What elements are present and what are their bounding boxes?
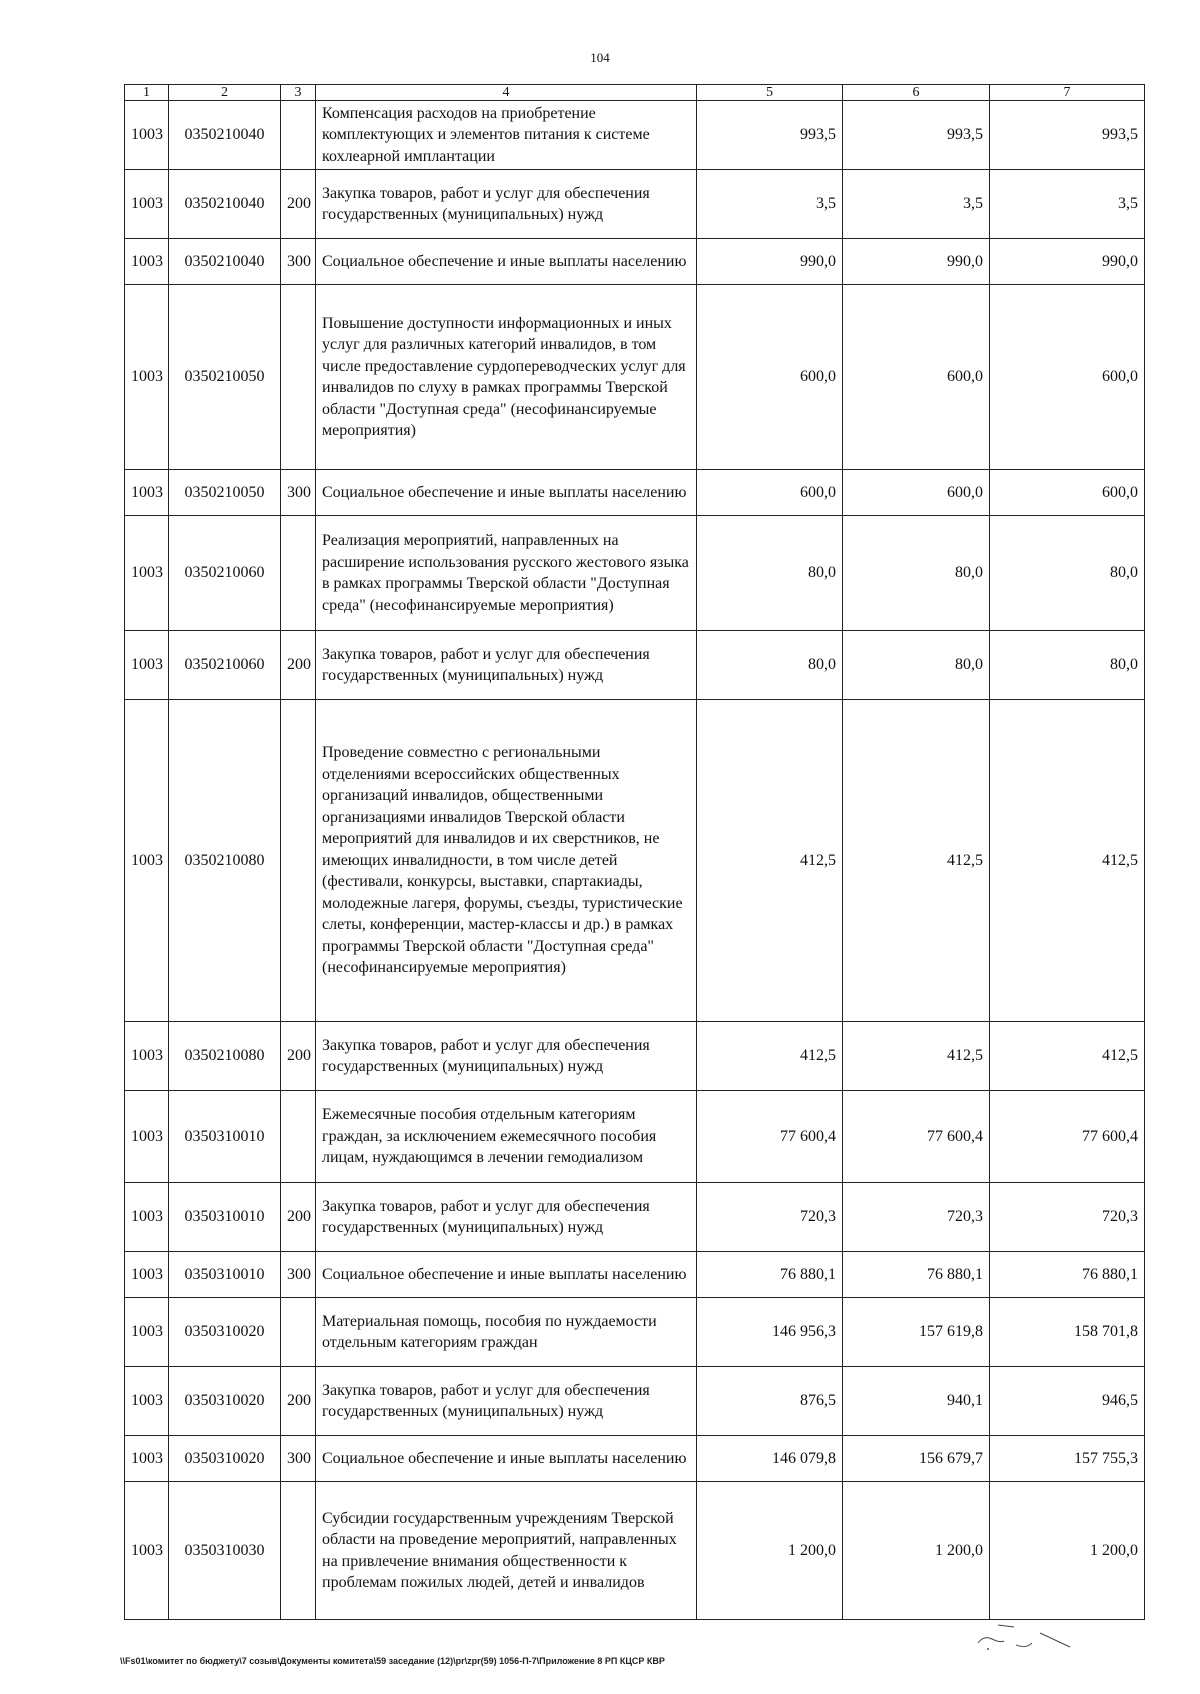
table-row (125, 1482, 1145, 1620)
amount-col-5: 993,5 (697, 101, 843, 170)
target-article-code: 0350310010 (169, 1183, 281, 1252)
target-article-code: 0350210050 (169, 470, 281, 516)
amount-col-6: 1 200,0 (843, 1482, 990, 1620)
amount-col-6: 412,5 (843, 700, 990, 1022)
amount-col-6: 720,3 (843, 1183, 990, 1252)
item-description: Социальное обеспечение и иные выплаты населению (316, 239, 697, 285)
table-row (125, 1367, 1145, 1436)
expense-type-code (281, 1091, 316, 1183)
amount-col-7: 412,5 (990, 700, 1145, 1022)
expense-type-code: 200 (281, 1183, 316, 1252)
amount-col-7: 80,0 (990, 631, 1145, 700)
expense-type-code (281, 101, 316, 170)
section-code: 1003 (125, 1022, 169, 1091)
section-code: 1003 (125, 1091, 169, 1183)
file-path-footer: \\Fs01\комитет по бюджету\7 созыв\Документы комитета\59 заседание (12)\pr\zpr(59) 1056-П-7\Приложение 8 РП КЦСР КВР (120, 1656, 665, 1666)
target-article-code: 0350210040 (169, 170, 281, 239)
item-description: Ежемесячные пособия отдельным категориям граждан, за исключением ежемесячного пособия лицам, нуждающимся в лечении гемодиализом (316, 1091, 697, 1183)
expense-type-code: 200 (281, 170, 316, 239)
amount-col-6: 156 679,7 (843, 1436, 990, 1482)
section-code: 1003 (125, 470, 169, 516)
expense-type-code: 200 (281, 1367, 316, 1436)
item-description: Социальное обеспечение и иные выплаты населению (316, 1252, 697, 1298)
amount-col-6: 990,0 (843, 239, 990, 285)
item-description: Материальная помощь, пособия по нуждаемости отдельным категориям граждан (316, 1298, 697, 1367)
budget-table (124, 84, 1145, 1620)
amount-col-6: 940,1 (843, 1367, 990, 1436)
section-code: 1003 (125, 101, 169, 170)
table-row (125, 1022, 1145, 1091)
amount-col-5: 720,3 (697, 1183, 843, 1252)
target-article-code: 0350210040 (169, 239, 281, 285)
amount-col-6: 3,5 (843, 170, 990, 239)
section-code: 1003 (125, 516, 169, 631)
section-code: 1003 (125, 1482, 169, 1620)
target-article-code: 0350310020 (169, 1367, 281, 1436)
item-description: Субсидии государственным учреждениям Тверской области на проведение мероприятий, направленных на привлечение внимания общественности к проблемам пожилых людей, детей и инвалидов (316, 1482, 697, 1620)
amount-col-5: 146 079,8 (697, 1436, 843, 1482)
expense-type-code (281, 285, 316, 470)
target-article-code: 0350210080 (169, 1022, 281, 1091)
amount-col-7: 600,0 (990, 285, 1145, 470)
header-col-6: 6 (843, 85, 990, 101)
amount-col-5: 1 200,0 (697, 1482, 843, 1620)
item-description: Социальное обеспечение и иные выплаты населению (316, 1436, 697, 1482)
section-code: 1003 (125, 1436, 169, 1482)
amount-col-7: 1 200,0 (990, 1482, 1145, 1620)
amount-col-5: 412,5 (697, 700, 843, 1022)
item-description: Закупка товаров, работ и услуг для обеспечения государственных (муниципальных) нужд (316, 170, 697, 239)
section-code: 1003 (125, 239, 169, 285)
table-row (125, 1091, 1145, 1183)
amount-col-6: 80,0 (843, 516, 990, 631)
amount-col-5: 146 956,3 (697, 1298, 843, 1367)
section-code: 1003 (125, 1367, 169, 1436)
section-code: 1003 (125, 170, 169, 239)
amount-col-6: 157 619,8 (843, 1298, 990, 1367)
header-row (125, 85, 1145, 101)
expense-type-code (281, 516, 316, 631)
amount-col-7: 412,5 (990, 1022, 1145, 1091)
amount-col-7: 946,5 (990, 1367, 1145, 1436)
item-description: Закупка товаров, работ и услуг для обеспечения государственных (муниципальных) нужд (316, 1022, 697, 1091)
item-description: Проведение совместно с региональными отделениями всероссийских общественных организаций инвалидов, общественными организациями инвалидов Тверской области мероприятий для инвалидов и их сверстников, не имеющих инвалидности, в том числе детей (фестивали, конкурсы, выставки, спартакиады, молодежные лагеря, форумы, съезды, туристические слеты, конференции, мастер-классы и др.) в рамках программы Тверской области "Доступная среда" (несофинансируемые мероприятия) (316, 700, 697, 1022)
table-row (125, 1183, 1145, 1252)
table-row (125, 1436, 1145, 1482)
target-article-code: 0350310010 (169, 1252, 281, 1298)
amount-col-7: 993,5 (990, 101, 1145, 170)
amount-col-5: 600,0 (697, 470, 843, 516)
header-col-4: 4 (316, 85, 697, 101)
amount-col-6: 600,0 (843, 470, 990, 516)
item-description: Реализация мероприятий, направленных на расширение использования русского жестового языка в рамках программы Тверской области "Доступная среда" (несофинансируемые мероприятия) (316, 516, 697, 631)
header-col-3: 3 (281, 85, 316, 101)
header-col-1: 1 (125, 85, 169, 101)
amount-col-6: 77 600,4 (843, 1091, 990, 1183)
section-code: 1003 (125, 1252, 169, 1298)
table-row (125, 285, 1145, 470)
handwritten-mark (970, 1615, 1080, 1655)
amount-col-7: 157 755,3 (990, 1436, 1145, 1482)
target-article-code: 0350310010 (169, 1091, 281, 1183)
header-col-7: 7 (990, 85, 1145, 101)
amount-col-6: 80,0 (843, 631, 990, 700)
section-code: 1003 (125, 285, 169, 470)
expense-type-code (281, 1482, 316, 1620)
expense-type-code: 300 (281, 1252, 316, 1298)
amount-col-6: 600,0 (843, 285, 990, 470)
amount-col-7: 990,0 (990, 239, 1145, 285)
section-code: 1003 (125, 700, 169, 1022)
amount-col-5: 80,0 (697, 516, 843, 631)
table-row (125, 516, 1145, 631)
expense-type-code: 300 (281, 470, 316, 516)
item-description: Закупка товаров, работ и услуг для обеспечения государственных (муниципальных) нужд (316, 1367, 697, 1436)
expense-type-code: 200 (281, 1022, 316, 1091)
section-code: 1003 (125, 1183, 169, 1252)
amount-col-7: 158 701,8 (990, 1298, 1145, 1367)
target-article-code: 0350210040 (169, 101, 281, 170)
table-row (125, 101, 1145, 170)
target-article-code: 0350210060 (169, 516, 281, 631)
header-col-5: 5 (697, 85, 843, 101)
target-article-code: 0350210050 (169, 285, 281, 470)
item-description: Компенсация расходов на приобретение комплектующих и элементов питания к системе кохлеарной имплантации (316, 101, 697, 170)
item-description: Социальное обеспечение и иные выплаты населению (316, 470, 697, 516)
amount-col-5: 990,0 (697, 239, 843, 285)
target-article-code: 0350310020 (169, 1436, 281, 1482)
item-description: Закупка товаров, работ и услуг для обеспечения государственных (муниципальных) нужд (316, 1183, 697, 1252)
table-row (125, 170, 1145, 239)
table-row (125, 700, 1145, 1022)
item-description: Повышение доступности информационных и иных услуг для различных категорий инвалидов, в том числе предоставление сурдопереводческих услуг для инвалидов по слуху в рамках программы Тверской области "Доступная среда" (несофинансируемые мероприятия) (316, 285, 697, 470)
target-article-code: 0350210080 (169, 700, 281, 1022)
amount-col-5: 876,5 (697, 1367, 843, 1436)
expense-type-code: 300 (281, 1436, 316, 1482)
amount-col-7: 600,0 (990, 470, 1145, 516)
section-code: 1003 (125, 631, 169, 700)
table-row (125, 1298, 1145, 1367)
expense-type-code (281, 1298, 316, 1367)
amount-col-7: 77 600,4 (990, 1091, 1145, 1183)
table-row (125, 470, 1145, 516)
expense-type-code: 200 (281, 631, 316, 700)
amount-col-5: 412,5 (697, 1022, 843, 1091)
target-article-code: 0350310030 (169, 1482, 281, 1620)
table-row (125, 239, 1145, 285)
amount-col-7: 3,5 (990, 170, 1145, 239)
item-description: Закупка товаров, работ и услуг для обеспечения государственных (муниципальных) нужд (316, 631, 697, 700)
amount-col-5: 80,0 (697, 631, 843, 700)
amount-col-5: 600,0 (697, 285, 843, 470)
amount-col-5: 77 600,4 (697, 1091, 843, 1183)
target-article-code: 0350210060 (169, 631, 281, 700)
table-row (125, 1252, 1145, 1298)
section-code: 1003 (125, 1298, 169, 1367)
amount-col-6: 76 880,1 (843, 1252, 990, 1298)
amount-col-6: 993,5 (843, 101, 990, 170)
expense-type-code (281, 700, 316, 1022)
table-row (125, 631, 1145, 700)
amount-col-7: 76 880,1 (990, 1252, 1145, 1298)
amount-col-7: 720,3 (990, 1183, 1145, 1252)
amount-col-5: 3,5 (697, 170, 843, 239)
target-article-code: 0350310020 (169, 1298, 281, 1367)
header-col-2: 2 (169, 85, 281, 101)
amount-col-7: 80,0 (990, 516, 1145, 631)
amount-col-6: 412,5 (843, 1022, 990, 1091)
expense-type-code: 300 (281, 239, 316, 285)
amount-col-5: 76 880,1 (697, 1252, 843, 1298)
page-number: 104 (590, 50, 610, 65)
